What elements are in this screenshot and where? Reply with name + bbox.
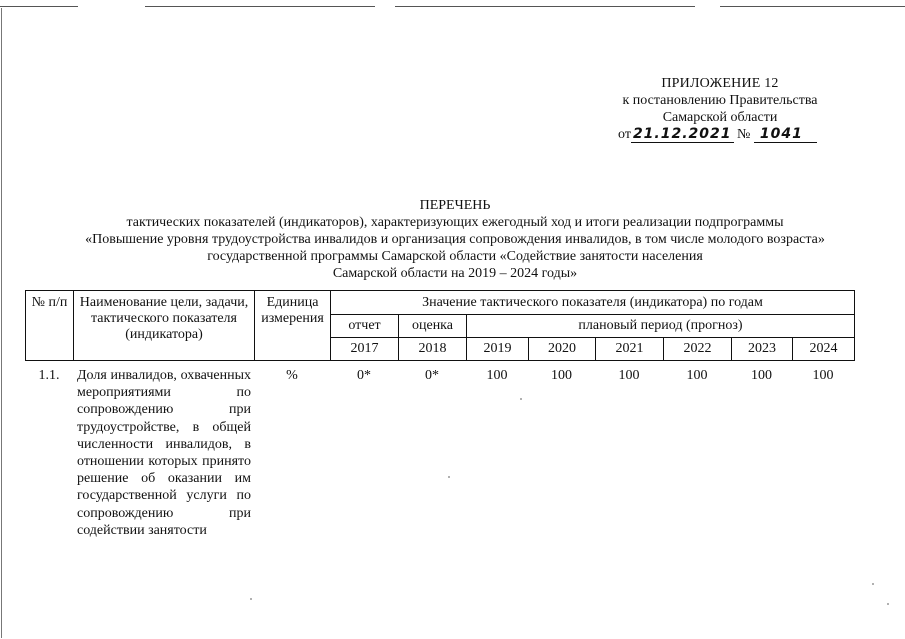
scan-speck [250,598,252,600]
row-num: 1.1. [38,368,60,383]
header-year: 2022 [664,338,732,361]
header-year: 2017 [331,338,399,361]
appendix-title: ПРИЛОЖЕНИЕ 12 [661,76,779,91]
header-year: 2018 [399,338,467,361]
header-year: 2020 [529,338,596,361]
header-name: Наименование цели, задачи, тактического показателя (индикатора) [74,291,255,361]
scan-speck [520,398,522,400]
appendix-signature-line [600,126,840,143]
table-row [25,367,854,539]
row-value: 100 [551,368,572,383]
header-value-group: Значение тактического показателя (индикатора) по годам [331,291,855,315]
appendix-line2: к постановлению Правительства [622,93,818,108]
title-line3: «Повышение уровня трудоустройства инвалидов и организация сопровождения инвалидов, в том числе молодого возраста» [85,232,825,247]
handwritten-date: 21.12.2021 [632,126,732,142]
scan-edge-line [145,6,375,7]
title-line2: тактических показателей (индикаторов), характеризующих ежегодный ход и итоги реализации подпрограммы [126,215,784,230]
appendix-line3: Самарской области [662,110,778,125]
header-unit: Единица измерения [255,291,331,361]
from-prefix: от [618,127,631,142]
row-value: 100 [751,368,772,383]
header-num: № п/п [26,291,74,361]
title-heading: ПЕРЕЧЕНЬ [419,198,491,213]
appendix-block [600,75,840,143]
header-year: 2023 [732,338,793,361]
scan-speck [448,476,450,478]
indicator-table-body [25,367,854,539]
header-estimate: оценка [399,315,467,338]
scan-edge-line [720,6,905,7]
number-prefix: № [737,127,751,142]
row-value: 100 [686,368,708,383]
scan-speck [887,603,889,605]
row-unit: % [286,368,298,383]
header-year: 2019 [467,338,529,361]
row-value: 100 [486,368,508,383]
indicator-table-header [25,290,855,361]
title-line4: государственной программы Самарской области «Содействие занятости населения [207,249,703,264]
row-value: 0* [357,368,371,383]
scan-edge-line [395,6,695,7]
row-value: 0* [425,368,439,383]
header-year: 2024 [793,338,855,361]
scan-edge-line [0,6,78,7]
handwritten-number: 1041 [754,126,817,143]
row-value: 100 [812,368,834,383]
row-indicator-name: Доля инвалидов, охваченных мероприятиями по сопровождению при трудоустройстве, в общей численности инвалидов, в отношении которых принято решение об оказании им государственной услуги по сопровождению при содействии занятости [77,368,251,538]
title-line5: Самарской области на 2019 – 2024 годы» [332,266,578,281]
scan-speck [872,583,874,585]
header-report: отчет [331,315,399,338]
document-title [20,197,890,282]
header-year: 2021 [596,338,664,361]
header-plan-period: плановый период (прогноз) [467,315,855,338]
scan-left-edge [1,8,2,638]
row-value: 100 [618,368,640,383]
